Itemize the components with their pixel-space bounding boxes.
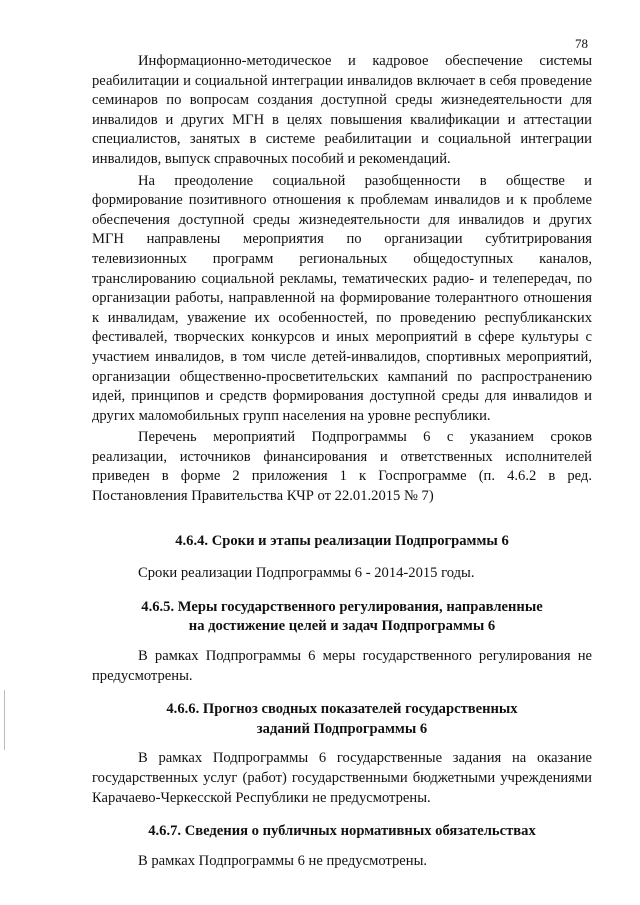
paragraph-training: Информационно-методическое и кадровое обеспечение системы реабилитации и социальной интеграции инвалидов включает в себя проведение семинаров по вопросам создания доступной среды жизнедеятельности для инвалидов и других МГН в целях повышения квалификации и аттестации специалистов, занятых в системе реабилитации и социальной интеграции инвалидов, выпуск справочных пособий и рекомендаций. xyxy=(92,53,592,167)
page-number: 78 xyxy=(575,36,588,51)
document-body xyxy=(92,52,592,871)
paragraph-measures-list: Перечень мероприятий Подпрограммы 6 с указанием сроков реализации, источников финансирования и ответственных исполнителей приведен в форме 2 приложения 1 к Госпрограмме (п. 4.6.2 в ред. Постановления Правительства КЧР от 22.01.2015 № 7) xyxy=(92,429,592,505)
section-heading-regulation-line2: на достижение целей и задач Подпрограммы 6 xyxy=(188,618,496,635)
scan-edge-mark xyxy=(4,690,5,750)
section-heading-forecast-line2: заданий Подпрограммы 6 xyxy=(256,720,428,737)
section-heading-regulation-line1: 4.6.5. Меры государственного регулирования, направленные xyxy=(141,598,543,615)
section-text-timeline: Сроки реализации Подпрограммы 6 - 2014-2015 годы. xyxy=(138,565,475,582)
section-text-forecast: В рамках Подпрограммы 6 государственные задания на оказание государственных услуг (работ) государственными бюджетными учреждениями Карачаево-Черкесской Республики не предусмотрены. xyxy=(92,750,592,806)
section-heading-forecast xyxy=(92,700,592,739)
section-text-obligations: В рамках Подпрограммы 6 не предусмотрены. xyxy=(138,852,428,869)
paragraph-social-integration: На преодоление социальной разобщенности в обществе и формирование позитивного отношения к проблемам инвалидов и к проблеме обеспечения доступной среды жизнедеятельности для инвалидов и других МГН направлены мероприятия по организации субтитрирования телевизионных программ региональных общедоступных каналов, транслированию социальной рекламы, тематических радио- и телепередач, по организации работы, направленной на формирование толерантного отношения к инвалидам, уважение их особенностей, по проведению республиканских фестивалей, творческих конкурсов и иных мероприятий в сфере культуры с участием инвалидов, в том числе детей-инвалидов, спортивных мероприятий, организации общественно-просветительских кампаний по распространению идей, принципов и средств формирования доступной среды для инвалидов и других маломобильных групп населения на уровне республики. xyxy=(92,172,592,424)
section-text-regulation: В рамках Подпрограммы 6 меры государственного регулирования не предусмотрены. xyxy=(92,648,592,684)
section-heading-timeline: 4.6.4. Сроки и этапы реализации Подпрограммы 6 xyxy=(175,532,509,549)
section-heading-forecast-line1: 4.6.6. Прогноз сводных показателей государственных xyxy=(166,701,518,718)
section-heading-obligations: 4.6.7. Сведения о публичных нормативных обязательствах xyxy=(148,823,536,840)
section-heading-regulation xyxy=(92,598,592,637)
